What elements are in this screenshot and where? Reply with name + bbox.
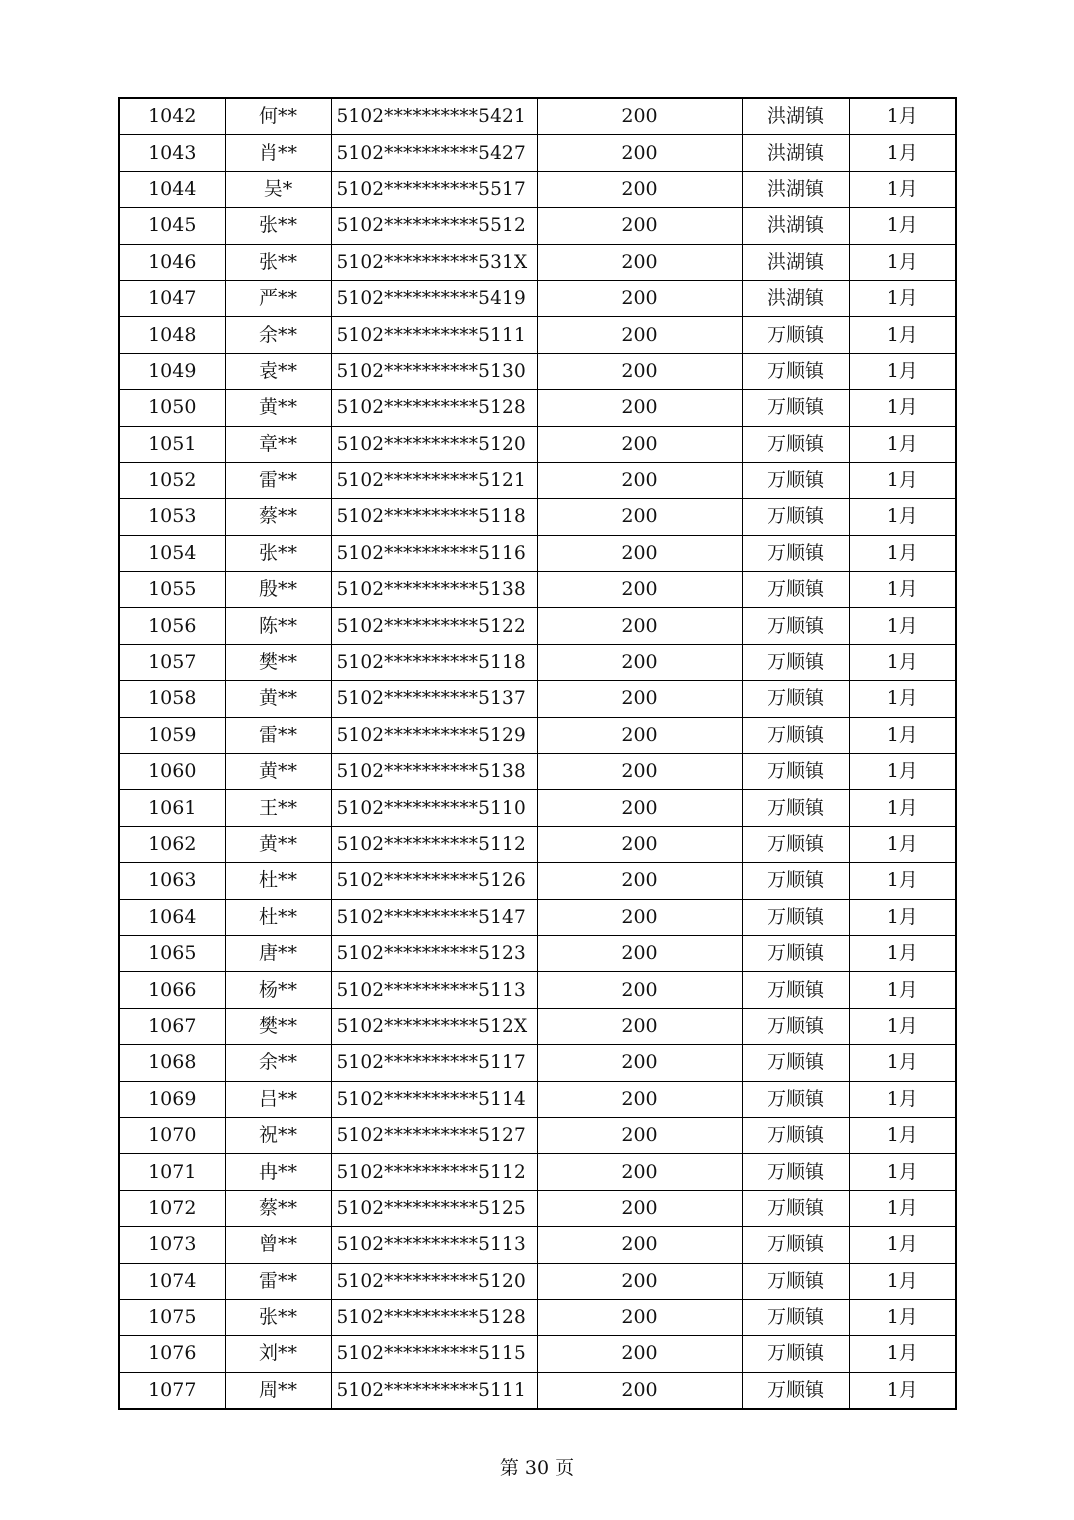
amount-cell: 200 bbox=[537, 608, 742, 644]
serial-number-cell: 1050 bbox=[119, 390, 225, 426]
month-cell: 1月 bbox=[849, 1227, 956, 1263]
amount-cell: 200 bbox=[537, 1299, 742, 1335]
amount-cell: 200 bbox=[537, 98, 742, 135]
person-name-cell: 蔡** bbox=[225, 499, 331, 535]
town-cell: 万顺镇 bbox=[742, 790, 849, 826]
person-name-cell: 张** bbox=[225, 1299, 331, 1335]
id-number-cell: 5102**********5128 bbox=[331, 390, 537, 426]
serial-number-cell: 1062 bbox=[119, 826, 225, 862]
table-row bbox=[119, 1117, 956, 1153]
town-cell: 万顺镇 bbox=[742, 1154, 849, 1190]
serial-number-cell: 1064 bbox=[119, 899, 225, 935]
id-number-cell: 5102**********531X bbox=[331, 244, 537, 280]
serial-number-cell: 1065 bbox=[119, 935, 225, 971]
table-row bbox=[119, 790, 956, 826]
person-name-cell: 章** bbox=[225, 426, 331, 462]
person-name-cell: 樊** bbox=[225, 644, 331, 680]
town-cell: 万顺镇 bbox=[742, 899, 849, 935]
table-row bbox=[119, 972, 956, 1008]
month-cell: 1月 bbox=[849, 935, 956, 971]
person-name-cell: 雷** bbox=[225, 1263, 331, 1299]
month-cell: 1月 bbox=[849, 317, 956, 353]
month-cell: 1月 bbox=[849, 754, 956, 790]
month-cell: 1月 bbox=[849, 826, 956, 862]
id-number-cell: 5102**********5128 bbox=[331, 1299, 537, 1335]
id-number-cell: 5102**********5129 bbox=[331, 717, 537, 753]
amount-cell: 200 bbox=[537, 1045, 742, 1081]
serial-number-cell: 1055 bbox=[119, 572, 225, 608]
amount-cell: 200 bbox=[537, 499, 742, 535]
serial-number-cell: 1059 bbox=[119, 717, 225, 753]
amount-cell: 200 bbox=[537, 1372, 742, 1409]
serial-number-cell: 1049 bbox=[119, 353, 225, 389]
amount-cell: 200 bbox=[537, 353, 742, 389]
person-name-cell: 周** bbox=[225, 1372, 331, 1409]
month-cell: 1月 bbox=[849, 244, 956, 280]
id-number-cell: 5102**********5137 bbox=[331, 681, 537, 717]
month-cell: 1月 bbox=[849, 1081, 956, 1117]
table-row bbox=[119, 208, 956, 244]
id-number-cell: 5102**********5130 bbox=[331, 353, 537, 389]
amount-cell: 200 bbox=[537, 572, 742, 608]
month-cell: 1月 bbox=[849, 1117, 956, 1153]
table-row bbox=[119, 244, 956, 280]
person-name-cell: 黄** bbox=[225, 681, 331, 717]
month-cell: 1月 bbox=[849, 1263, 956, 1299]
id-number-cell: 5102**********5138 bbox=[331, 572, 537, 608]
serial-number-cell: 1070 bbox=[119, 1117, 225, 1153]
person-name-cell: 祝** bbox=[225, 1117, 331, 1153]
person-name-cell: 余** bbox=[225, 1045, 331, 1081]
serial-number-cell: 1042 bbox=[119, 98, 225, 135]
month-cell: 1月 bbox=[849, 681, 956, 717]
serial-number-cell: 1061 bbox=[119, 790, 225, 826]
id-number-cell: 5102**********5111 bbox=[331, 317, 537, 353]
town-cell: 万顺镇 bbox=[742, 935, 849, 971]
table-row bbox=[119, 1154, 956, 1190]
id-number-cell: 5102**********5123 bbox=[331, 935, 537, 971]
month-cell: 1月 bbox=[849, 572, 956, 608]
table-row bbox=[119, 135, 956, 171]
table-row bbox=[119, 390, 956, 426]
town-cell: 万顺镇 bbox=[742, 535, 849, 571]
town-cell: 万顺镇 bbox=[742, 1045, 849, 1081]
id-number-cell: 5102**********5118 bbox=[331, 644, 537, 680]
id-number-cell: 5102**********5517 bbox=[331, 171, 537, 207]
serial-number-cell: 1075 bbox=[119, 1299, 225, 1335]
serial-number-cell: 1067 bbox=[119, 1008, 225, 1044]
serial-number-cell: 1043 bbox=[119, 135, 225, 171]
person-name-cell: 张** bbox=[225, 208, 331, 244]
amount-cell: 200 bbox=[537, 1190, 742, 1226]
id-number-cell: 5102**********5111 bbox=[331, 1372, 537, 1409]
id-number-cell: 5102**********5115 bbox=[331, 1336, 537, 1372]
amount-cell: 200 bbox=[537, 644, 742, 680]
table-row bbox=[119, 98, 956, 135]
person-name-cell: 杜** bbox=[225, 863, 331, 899]
amount-cell: 200 bbox=[537, 244, 742, 280]
id-number-cell: 5102**********5421 bbox=[331, 98, 537, 135]
amount-cell: 200 bbox=[537, 1117, 742, 1153]
amount-cell: 200 bbox=[537, 826, 742, 862]
serial-number-cell: 1077 bbox=[119, 1372, 225, 1409]
month-cell: 1月 bbox=[849, 462, 956, 498]
table-row bbox=[119, 280, 956, 316]
id-number-cell: 5102**********5419 bbox=[331, 280, 537, 316]
month-cell: 1月 bbox=[849, 353, 956, 389]
town-cell: 万顺镇 bbox=[742, 717, 849, 753]
table-row bbox=[119, 535, 956, 571]
serial-number-cell: 1048 bbox=[119, 317, 225, 353]
amount-cell: 200 bbox=[537, 208, 742, 244]
table-row bbox=[119, 1299, 956, 1335]
month-cell: 1月 bbox=[849, 499, 956, 535]
person-name-cell: 唐** bbox=[225, 935, 331, 971]
person-name-cell: 严** bbox=[225, 280, 331, 316]
id-number-cell: 5102**********5126 bbox=[331, 863, 537, 899]
person-name-cell: 殷** bbox=[225, 572, 331, 608]
month-cell: 1月 bbox=[849, 390, 956, 426]
table-row bbox=[119, 1081, 956, 1117]
month-cell: 1月 bbox=[849, 863, 956, 899]
month-cell: 1月 bbox=[849, 1299, 956, 1335]
amount-cell: 200 bbox=[537, 717, 742, 753]
town-cell: 万顺镇 bbox=[742, 390, 849, 426]
town-cell: 万顺镇 bbox=[742, 1299, 849, 1335]
serial-number-cell: 1069 bbox=[119, 1081, 225, 1117]
id-number-cell: 5102**********5121 bbox=[331, 462, 537, 498]
table-row bbox=[119, 1336, 956, 1372]
amount-cell: 200 bbox=[537, 899, 742, 935]
person-name-cell: 雷** bbox=[225, 717, 331, 753]
roster-body bbox=[119, 98, 956, 1409]
serial-number-cell: 1076 bbox=[119, 1336, 225, 1372]
table-row bbox=[119, 171, 956, 207]
table-row bbox=[119, 754, 956, 790]
id-number-cell: 5102**********5116 bbox=[331, 535, 537, 571]
amount-cell: 200 bbox=[537, 1081, 742, 1117]
table-row bbox=[119, 462, 956, 498]
month-cell: 1月 bbox=[849, 899, 956, 935]
amount-cell: 200 bbox=[537, 135, 742, 171]
town-cell: 万顺镇 bbox=[742, 1081, 849, 1117]
month-cell: 1月 bbox=[849, 1045, 956, 1081]
person-name-cell: 陈** bbox=[225, 608, 331, 644]
id-number-cell: 5102**********5112 bbox=[331, 826, 537, 862]
id-number-cell: 5102**********5110 bbox=[331, 790, 537, 826]
table-row bbox=[119, 1190, 956, 1226]
serial-number-cell: 1056 bbox=[119, 608, 225, 644]
serial-number-cell: 1052 bbox=[119, 462, 225, 498]
person-name-cell: 袁** bbox=[225, 353, 331, 389]
id-number-cell: 5102**********5127 bbox=[331, 1117, 537, 1153]
month-cell: 1月 bbox=[849, 1008, 956, 1044]
month-cell: 1月 bbox=[849, 208, 956, 244]
serial-number-cell: 1073 bbox=[119, 1227, 225, 1263]
town-cell: 洪湖镇 bbox=[742, 171, 849, 207]
town-cell: 万顺镇 bbox=[742, 426, 849, 462]
id-number-cell: 5102**********5114 bbox=[331, 1081, 537, 1117]
town-cell: 万顺镇 bbox=[742, 826, 849, 862]
table-row bbox=[119, 899, 956, 935]
serial-number-cell: 1060 bbox=[119, 754, 225, 790]
serial-number-cell: 1074 bbox=[119, 1263, 225, 1299]
town-cell: 万顺镇 bbox=[742, 754, 849, 790]
table-row bbox=[119, 426, 956, 462]
person-name-cell: 曾** bbox=[225, 1227, 331, 1263]
id-number-cell: 5102**********5117 bbox=[331, 1045, 537, 1081]
town-cell: 洪湖镇 bbox=[742, 135, 849, 171]
person-name-cell: 蔡** bbox=[225, 1190, 331, 1226]
amount-cell: 200 bbox=[537, 390, 742, 426]
person-name-cell: 刘** bbox=[225, 1336, 331, 1372]
town-cell: 万顺镇 bbox=[742, 1117, 849, 1153]
table-row bbox=[119, 1372, 956, 1409]
amount-cell: 200 bbox=[537, 171, 742, 207]
serial-number-cell: 1057 bbox=[119, 644, 225, 680]
person-name-cell: 张** bbox=[225, 244, 331, 280]
town-cell: 万顺镇 bbox=[742, 353, 849, 389]
serial-number-cell: 1045 bbox=[119, 208, 225, 244]
table-row bbox=[119, 717, 956, 753]
amount-cell: 200 bbox=[537, 863, 742, 899]
month-cell: 1月 bbox=[849, 972, 956, 1008]
amount-cell: 200 bbox=[537, 935, 742, 971]
id-number-cell: 5102**********5120 bbox=[331, 1263, 537, 1299]
month-cell: 1月 bbox=[849, 280, 956, 316]
month-cell: 1月 bbox=[849, 1154, 956, 1190]
town-cell: 万顺镇 bbox=[742, 1372, 849, 1409]
amount-cell: 200 bbox=[537, 754, 742, 790]
person-name-cell: 冉** bbox=[225, 1154, 331, 1190]
id-number-cell: 5102**********5147 bbox=[331, 899, 537, 935]
id-number-cell: 5102**********5120 bbox=[331, 426, 537, 462]
person-name-cell: 黄** bbox=[225, 390, 331, 426]
id-number-cell: 5102**********5118 bbox=[331, 499, 537, 535]
table-row bbox=[119, 826, 956, 862]
person-name-cell: 黄** bbox=[225, 754, 331, 790]
table-row bbox=[119, 499, 956, 535]
serial-number-cell: 1066 bbox=[119, 972, 225, 1008]
id-number-cell: 5102**********5512 bbox=[331, 208, 537, 244]
town-cell: 万顺镇 bbox=[742, 863, 849, 899]
id-number-cell: 5102**********5112 bbox=[331, 1154, 537, 1190]
serial-number-cell: 1047 bbox=[119, 280, 225, 316]
id-number-cell: 5102**********5113 bbox=[331, 972, 537, 1008]
town-cell: 洪湖镇 bbox=[742, 98, 849, 135]
serial-number-cell: 1071 bbox=[119, 1154, 225, 1190]
amount-cell: 200 bbox=[537, 535, 742, 571]
month-cell: 1月 bbox=[849, 1190, 956, 1226]
person-name-cell: 黄** bbox=[225, 826, 331, 862]
serial-number-cell: 1063 bbox=[119, 863, 225, 899]
serial-number-cell: 1054 bbox=[119, 535, 225, 571]
town-cell: 万顺镇 bbox=[742, 1227, 849, 1263]
month-cell: 1月 bbox=[849, 790, 956, 826]
town-cell: 万顺镇 bbox=[742, 462, 849, 498]
amount-cell: 200 bbox=[537, 317, 742, 353]
town-cell: 万顺镇 bbox=[742, 1263, 849, 1299]
amount-cell: 200 bbox=[537, 1263, 742, 1299]
table-row bbox=[119, 317, 956, 353]
person-name-cell: 张** bbox=[225, 535, 331, 571]
table-row bbox=[119, 1045, 956, 1081]
town-cell: 万顺镇 bbox=[742, 1190, 849, 1226]
month-cell: 1月 bbox=[849, 1336, 956, 1372]
id-number-cell: 5102**********5427 bbox=[331, 135, 537, 171]
town-cell: 万顺镇 bbox=[742, 681, 849, 717]
person-name-cell: 何** bbox=[225, 98, 331, 135]
serial-number-cell: 1053 bbox=[119, 499, 225, 535]
table-row bbox=[119, 353, 956, 389]
month-cell: 1月 bbox=[849, 171, 956, 207]
town-cell: 万顺镇 bbox=[742, 572, 849, 608]
town-cell: 万顺镇 bbox=[742, 499, 849, 535]
id-number-cell: 5102**********512X bbox=[331, 1008, 537, 1044]
month-cell: 1月 bbox=[849, 98, 956, 135]
person-name-cell: 吴* bbox=[225, 171, 331, 207]
person-name-cell: 肖** bbox=[225, 135, 331, 171]
table-row bbox=[119, 863, 956, 899]
table-row bbox=[119, 644, 956, 680]
town-cell: 洪湖镇 bbox=[742, 244, 849, 280]
amount-cell: 200 bbox=[537, 1336, 742, 1372]
table-row bbox=[119, 935, 956, 971]
town-cell: 万顺镇 bbox=[742, 317, 849, 353]
serial-number-cell: 1051 bbox=[119, 426, 225, 462]
subsidy-roster-table bbox=[118, 97, 957, 1410]
amount-cell: 200 bbox=[537, 1154, 742, 1190]
month-cell: 1月 bbox=[849, 1372, 956, 1409]
amount-cell: 200 bbox=[537, 1227, 742, 1263]
table-row bbox=[119, 1263, 956, 1299]
person-name-cell: 王** bbox=[225, 790, 331, 826]
serial-number-cell: 1058 bbox=[119, 681, 225, 717]
table-row bbox=[119, 681, 956, 717]
person-name-cell: 吕** bbox=[225, 1081, 331, 1117]
page-number: 第 30 页 bbox=[499, 1457, 575, 1479]
town-cell: 万顺镇 bbox=[742, 644, 849, 680]
table-row bbox=[119, 608, 956, 644]
id-number-cell: 5102**********5125 bbox=[331, 1190, 537, 1226]
serial-number-cell: 1044 bbox=[119, 171, 225, 207]
amount-cell: 200 bbox=[537, 426, 742, 462]
person-name-cell: 杨** bbox=[225, 972, 331, 1008]
town-cell: 万顺镇 bbox=[742, 1008, 849, 1044]
serial-number-cell: 1072 bbox=[119, 1190, 225, 1226]
person-name-cell: 雷** bbox=[225, 462, 331, 498]
serial-number-cell: 1068 bbox=[119, 1045, 225, 1081]
person-name-cell: 杜** bbox=[225, 899, 331, 935]
person-name-cell: 樊** bbox=[225, 1008, 331, 1044]
town-cell: 万顺镇 bbox=[742, 972, 849, 1008]
month-cell: 1月 bbox=[849, 426, 956, 462]
town-cell: 万顺镇 bbox=[742, 1336, 849, 1372]
serial-number-cell: 1046 bbox=[119, 244, 225, 280]
table-row bbox=[119, 1227, 956, 1263]
table-row bbox=[119, 572, 956, 608]
town-cell: 洪湖镇 bbox=[742, 208, 849, 244]
id-number-cell: 5102**********5138 bbox=[331, 754, 537, 790]
amount-cell: 200 bbox=[537, 790, 742, 826]
table-row bbox=[119, 1008, 956, 1044]
amount-cell: 200 bbox=[537, 681, 742, 717]
amount-cell: 200 bbox=[537, 280, 742, 316]
town-cell: 洪湖镇 bbox=[742, 280, 849, 316]
id-number-cell: 5102**********5122 bbox=[331, 608, 537, 644]
amount-cell: 200 bbox=[537, 972, 742, 1008]
amount-cell: 200 bbox=[537, 1008, 742, 1044]
month-cell: 1月 bbox=[849, 535, 956, 571]
month-cell: 1月 bbox=[849, 608, 956, 644]
id-number-cell: 5102**********5113 bbox=[331, 1227, 537, 1263]
month-cell: 1月 bbox=[849, 644, 956, 680]
month-cell: 1月 bbox=[849, 717, 956, 753]
town-cell: 万顺镇 bbox=[742, 608, 849, 644]
amount-cell: 200 bbox=[537, 462, 742, 498]
person-name-cell: 余** bbox=[225, 317, 331, 353]
month-cell: 1月 bbox=[849, 135, 956, 171]
